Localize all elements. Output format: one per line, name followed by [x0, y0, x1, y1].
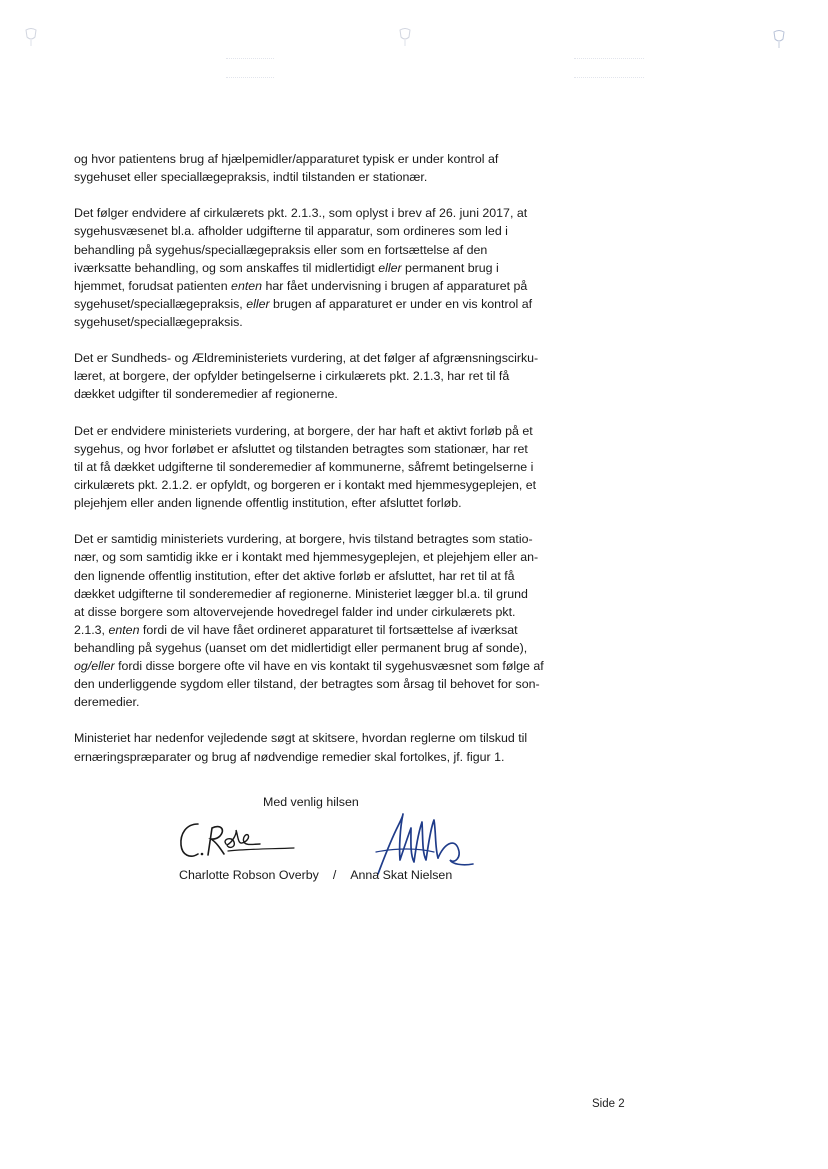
text-segment: Det er samtidig ministeriets vurdering, at borgere, hvis tilstand betragtes som statio-	[74, 532, 533, 547]
signature-charlotte-robson-overby	[176, 818, 296, 864]
text-segment: har fået undervisning i brugen af apparaturet på	[262, 278, 528, 293]
faint-letterhead-mark	[574, 58, 644, 78]
text-segment: 2.1.3,	[74, 622, 109, 637]
text-segment: dækket udgifter til sonderemedier af regionerne.	[74, 387, 338, 402]
name-separator: /	[332, 868, 337, 882]
faint-crest-icon-center	[398, 28, 412, 48]
closing-greeting: Med venlig hilsen	[263, 795, 359, 809]
text-segment: sygehuset/speciallægepraksis.	[74, 314, 243, 329]
text-segment: cirkulærets pkt. 2.1.2. er opfyldt, og borgeren er i kontakt med hjemmesygeplejen, et	[74, 477, 537, 492]
text-line	[74, 168, 558, 186]
text-line	[74, 295, 558, 313]
text-line	[74, 530, 558, 548]
text-line	[74, 585, 558, 603]
text-line	[74, 222, 558, 240]
text-line	[74, 150, 558, 168]
text-segment: ernæringspræparater og brug af nødvendige remedier skal fortolkes, jf. figur 1.	[74, 749, 505, 764]
text-segment: Det følger endvidere af cirkulærets pkt. 2.1.3., som oplyst i brev af 26. juni 2017, at	[74, 206, 528, 221]
text-segment: Ministeriet har nedenfor vejledende søgt at skitsere, hvordan reglerne om tilskud til	[74, 731, 528, 746]
text-segment: at disse borgere som altovervejende hovedregel falder ind under cirkulærets pkt.	[74, 604, 516, 619]
text-segment: permanent brug i	[401, 260, 499, 275]
text-line	[74, 458, 558, 476]
text-segment: behandling på sygehus (uanset om det midlertidigt eller permanent brug af sonde),	[74, 640, 528, 655]
text-line	[74, 657, 558, 675]
text-segment: til at få dækket udgifterne til sonderemedier af kommunerne, såfremt betingelserne i	[74, 459, 534, 474]
emphasis-text: eller	[378, 260, 402, 275]
text-segment: og hvor patientens brug af hjælpemidler/apparaturet typisk er under kontrol af	[74, 152, 499, 166]
signatory-names	[179, 868, 452, 882]
text-line	[74, 204, 558, 222]
text-segment: plejehjem eller anden lignende offentlig institution, efter afsluttet forløb.	[74, 496, 462, 511]
emphasis-text: og/eller	[74, 659, 115, 673]
body-paragraph	[74, 204, 558, 331]
emphasis-text: enten	[108, 622, 140, 637]
body-paragraph	[74, 349, 558, 403]
text-segment: den lignende offentlig institution, efter det aktive forløb er afsluttet, har ret til at få	[74, 568, 515, 583]
text-line	[74, 259, 558, 277]
text-line	[74, 567, 558, 585]
body-paragraph	[74, 422, 558, 512]
text-segment: Det er endvidere ministeriets vurdering, at borgere, der har haft et aktivt forløb på et	[74, 423, 533, 438]
signatory-1-name: Charlotte Robson Overby	[179, 868, 319, 882]
text-line	[74, 349, 558, 367]
text-line	[74, 367, 558, 385]
text-line	[74, 621, 558, 639]
body-paragraph	[74, 729, 558, 765]
faint-crest-icon-right	[772, 30, 786, 50]
text-line	[74, 277, 558, 295]
text-segment: Det er Sundheds- og Ældreministeriets vurdering, at det følger af afgrænsningscirku-	[74, 351, 539, 366]
text-segment: deremedier.	[74, 695, 140, 710]
text-segment: sygehuset eller speciallægepraksis, indtil tilstanden er stationær.	[74, 170, 428, 185]
text-segment: sygehus, og hvor forløbet er afsluttet og tilstanden betragtes som stationær, har ret	[74, 441, 528, 456]
text-segment: hjemmet, forudsat patienten	[74, 278, 232, 293]
text-line	[74, 693, 558, 711]
faint-crest-icon-left	[24, 28, 38, 48]
text-segment: brugen af apparaturet er under en vis kontrol af	[269, 296, 533, 311]
text-line	[74, 639, 558, 657]
text-line	[74, 675, 558, 693]
letter-body	[74, 150, 558, 784]
text-segment: fordi de vil have fået ordineret apparaturet til fortsættelse af iværksat	[139, 622, 518, 637]
text-line	[74, 476, 558, 494]
text-segment: nær, og som samtidig ikke er i kontakt med hjemmesygeplejen, et plejehjem eller an-	[74, 550, 539, 565]
body-paragraph	[74, 530, 558, 711]
text-line	[74, 422, 558, 440]
text-segment: behandling på sygehus/speciallægepraksis eller som en fortsættelse af den	[74, 242, 488, 257]
text-line	[74, 603, 558, 621]
text-segment: fordi disse borgere ofte vil have en vis kontakt til sygehusvæsnet som følge af	[114, 659, 544, 673]
emphasis-text: eller	[246, 296, 270, 311]
text-line	[74, 729, 558, 747]
emphasis-text: enten	[231, 278, 263, 293]
text-line	[74, 385, 558, 403]
body-paragraph	[74, 150, 558, 186]
page-number: Side 2	[592, 1098, 625, 1110]
text-segment: iværksatte behandling, og som anskaffes til midlertidigt	[74, 260, 379, 275]
text-line	[74, 494, 558, 512]
signatory-2-name: Anna Skat Nielsen	[350, 868, 453, 882]
text-line	[74, 748, 558, 766]
text-segment: sygehuset/speciallægepraksis,	[74, 296, 247, 311]
text-line	[74, 548, 558, 566]
faint-letterhead-mark	[226, 58, 274, 78]
text-segment: den underliggende sygdom eller tilstand, der betragtes som årsag til behovet for son-	[74, 677, 540, 692]
text-segment: sygehusvæsenet bl.a. afholder udgifterne til apparatur, som ordineres som led i	[74, 224, 508, 239]
text-line	[74, 313, 558, 331]
text-line	[74, 241, 558, 259]
text-line	[74, 440, 558, 458]
text-segment: dækket udgifterne til sonderemedier af regionerne. Ministeriet lægger bl.a. til grund	[74, 586, 528, 601]
text-segment: læret, at borgere, der opfylder betingelserne i cirkulærets pkt. 2.1.3, har ret til få	[74, 369, 510, 384]
